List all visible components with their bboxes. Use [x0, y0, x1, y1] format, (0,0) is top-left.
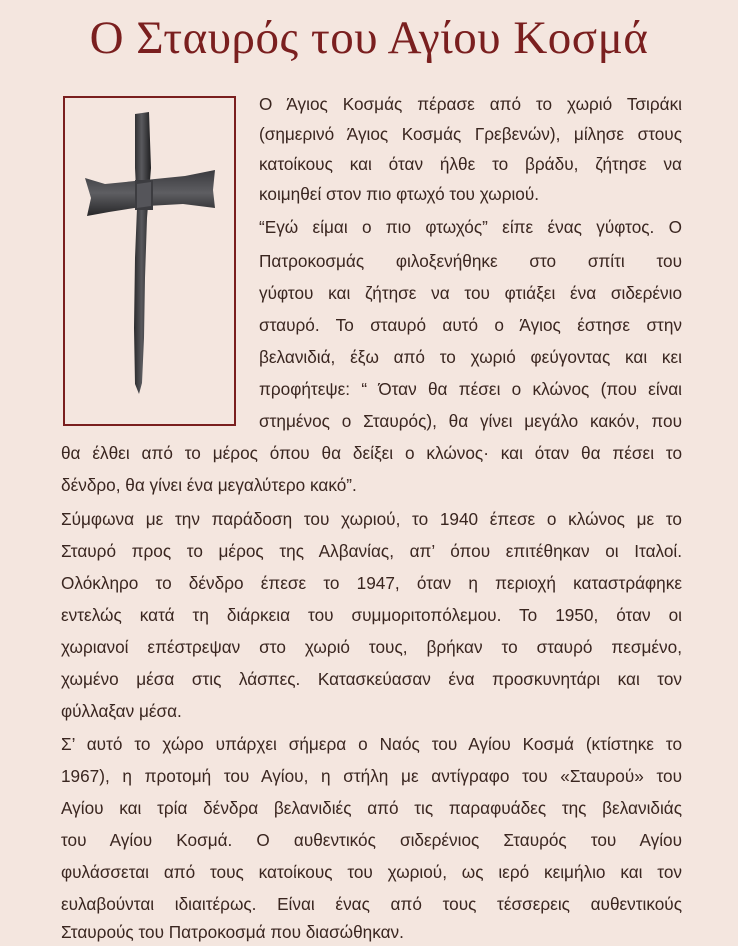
text-line-8: σταυρό. Το σταυρό αυτό ο Άγιος έστησε στην — [259, 315, 682, 335]
text-line-24: του Αγίου Κοσμά. Ο αυθεντικός σιδερένιος Σταυρός του Αγίου — [61, 830, 682, 850]
text-line-20: φύλλαξαν μέσα. — [61, 701, 182, 721]
text-line-23: Αγίου και τρία δένδρα βελανιδιές από τις παραφυάδες της βελανιδιάς — [61, 798, 682, 818]
text-line-14: Σύμφωνα με την παράδοση του χωριού, το 1940 έπεσε ο κλώνος με το — [61, 509, 682, 529]
text-line-26: ευλαβούνται ιδιαιτέρως. Είναι ένας από τους τέσσερεις αυθεντικούς — [61, 894, 682, 914]
text-line-25: φυλάσσεται από τους κατοίκους του χωριού, ως ιερό κειμήλιο και τον — [61, 862, 682, 882]
text-line-1: Ο Άγιος Κοσμάς πέρασε από το χωριό Τσιράκι — [259, 94, 682, 114]
text-line-19: χωμένο μέσα στις λάσπες. Κατασκεύασαν ένα προσκυνητάρι και τον — [61, 669, 682, 689]
cross-photo — [63, 96, 236, 426]
text-line-9: βελανιδιά, έξω από το χωριό φεύγοντας και κει — [259, 347, 682, 367]
text-line-17: εντελώς κατά τη διάρκεια του συμμοριτοπόλεμου. Το 1950, όταν οι — [61, 605, 682, 625]
text-line-12: θα έλθει από το μέρος όπου θα δείξει ο κλώνος· και όταν θα πέσει το — [61, 443, 682, 463]
text-line-4: κοιμηθεί στον πιο φτωχό του χωριού. — [259, 184, 540, 204]
page-title: Ο Σταυρός του Αγίου Κοσμά — [89, 12, 649, 64]
text-line-11: στημένος ο Σταυρός), θα γίνει μεγάλο κακόν, που — [259, 411, 682, 431]
text-line-21: Σ’ αυτό το χώρο υπάρχει σήμερα ο Ναός του Αγίου Κοσμά (κτίστηκε το — [61, 734, 682, 754]
text-line-13: δένδρο, θα γίνει ένα μεγαλύτερο κακό”. — [61, 475, 357, 495]
text-line-5: “Εγώ είμαι ο πιο φτωχός” είπε ένας γύφτος. Ο — [259, 217, 682, 237]
text-line-27: Σταυρούς του Πατροκοσμά που διασώθηκαν. — [61, 922, 404, 942]
iron-cross-image — [65, 98, 234, 424]
text-line-18: χωριανοί επέστρεψαν στο χωριό τους, βρήκαν το σταυρό πεσμένο, — [61, 637, 682, 657]
text-line-3: κατοίκους και όταν ήλθε το βράδυ, ζήτησε να — [259, 154, 682, 174]
text-line-15: Σταυρό προς το μέρος της Αλβανίας, απ’ όπου επιτέθηκαν οι Ιταλοί. — [61, 541, 682, 561]
text-line-2: (σημερινό Άγιος Κοσμάς Γρεβενών), μίλησε στους — [259, 124, 682, 144]
text-line-6: Πατροκοσμάς φιλοξενήθηκε στο σπίτι του — [259, 251, 682, 271]
text-line-10: προφήτεψε: “ Όταν θα πέσει ο κλώνος (που είναι — [259, 379, 682, 399]
text-line-7: γύφτου και ζήτησε να του φτιάξει ένα σιδερένιο — [259, 283, 682, 303]
text-line-16: Ολόκληρο το δένδρο έπεσε το 1947, όταν η περιοχή καταστράφηκε — [61, 573, 682, 593]
text-line-22: 1967), η προτομή του Αγίου, η στήλη με αντίγραφο του «Σταυρού» του — [61, 766, 682, 786]
